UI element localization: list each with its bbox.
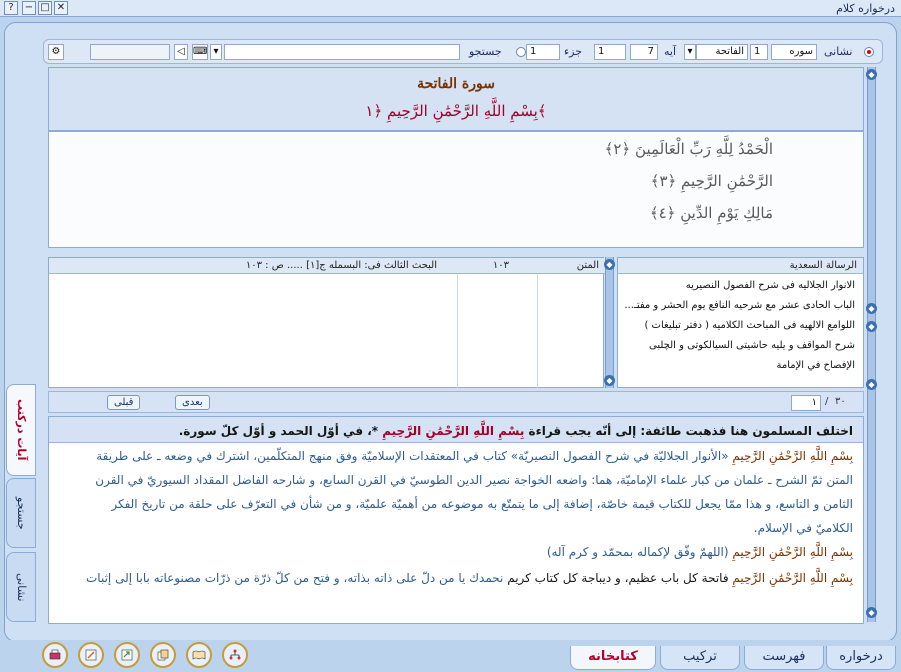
window-title: درخواره کلام	[836, 2, 895, 15]
book-text-panel	[48, 416, 864, 624]
sura-select[interactable]: الفاتحة	[696, 44, 748, 60]
col-page-header[interactable]: ١٠٣	[492, 260, 509, 271]
text-line-7: بِسْمِ اللَّهِ الرَّحْمَٰنِ الرَّحِيمِ فاتحة كل باب عظيم، و ديباجة كل كتاب كريم نحمدك يا من دلّ على ذاته بذاته، و فتح من كلّ ذرّة من ذرّات مصنوعاته بابا إلى إثبات	[86, 571, 853, 585]
right-splitter[interactable]	[867, 67, 876, 622]
results-table	[48, 257, 604, 388]
chevron-down-icon[interactable]: ▾	[210, 44, 222, 60]
tab-address[interactable]: نشانی	[6, 552, 36, 622]
text-line-1: اختلف المسلمون هنا فذهبت طائفة: إلى أنّه يجب قراءة بِسْمِ اللَّهِ الرَّحْمَٰنِ الرَّحِيمِ *، في أوّل الحمد و أوّل كلّ سورة.	[178, 424, 853, 438]
list-item[interactable]: شرح المواقف و یلیه حاشیتی السیالکوتی و الچلبی	[648, 340, 855, 351]
ayah-count-field: 7	[630, 44, 658, 60]
page-current-input[interactable]: ١	[791, 395, 821, 411]
tree-icon[interactable]	[222, 642, 248, 668]
verse-2[interactable]: الْحَمْدُ لِلَّهِ رَبِّ الْعَالَمِينَ ﴿٢﴾	[604, 140, 773, 158]
list-item[interactable]: الانوار الجلاليه فی شرح الفصول النصیریه	[685, 280, 855, 291]
search-options-field[interactable]	[90, 44, 170, 60]
play-back-icon[interactable]: ◁	[174, 44, 188, 60]
sura-label-field: سوره	[771, 44, 817, 60]
column-divider	[537, 274, 538, 388]
tab-index[interactable]: فهرست	[744, 646, 824, 670]
text-line-6: بِسْمِ اللَّهِ الرَّحْمَٰنِ الرَّحِيمِ (اللهمّ وفّق لإكماله بمحمّد و كرم آله)	[546, 545, 853, 559]
settings-icon[interactable]: ⚙	[48, 44, 64, 60]
basmala: بِسْمِ اللَّهِ الرَّحْمَٰنِ الرَّحِيمِ ﴿١﴾	[365, 102, 547, 120]
sura-number-input[interactable]: 1	[750, 44, 768, 60]
export-icon[interactable]	[114, 642, 140, 668]
list-item[interactable]: الباب الحادی عشر مع شرحیه النافع یوم الحشر و مفتـ...	[624, 300, 855, 311]
sources-header-label: الرسالة السعدية	[789, 260, 857, 271]
middle-splitter[interactable]	[605, 257, 614, 388]
title-bar	[0, 0, 901, 17]
splitter-handle-icon[interactable]: ◆	[866, 303, 877, 314]
prev-button[interactable]: قبلی	[107, 395, 140, 410]
col-title-header[interactable]: البحث الثالث فی: البسمله ج[١] ..... ص : ١٠٣	[245, 260, 437, 271]
tab-compose[interactable]: ترکیب	[660, 646, 740, 670]
address-label: نشانی	[824, 45, 853, 58]
tab-search[interactable]: جستجو	[6, 478, 36, 548]
text-line-2: بِسْمِ اللَّهِ الرَّحْمَٰنِ الرَّحِيمِ «الأنوار الجلاليّة في شرح الفصول النصيريّة» كتاب في المعتقدات الإسلاميّة وفق منهج المتكلّمين، اشترك في وضعه ـ على طريقة	[96, 449, 853, 463]
tab-darkhareh[interactable]: درخواره	[826, 646, 896, 670]
keyboard-icon[interactable]: ⌨	[192, 44, 208, 60]
column-divider	[457, 274, 458, 388]
juz-label: جزء	[564, 45, 583, 58]
copy-icon[interactable]	[150, 642, 176, 668]
minimize-icon[interactable]: −	[22, 1, 36, 15]
list-item[interactable]: الإفصاح في الإمامة	[776, 360, 855, 371]
navigation-toolbar	[43, 39, 883, 64]
quran-verses-panel	[48, 131, 864, 248]
chevron-down-icon[interactable]: ▾	[684, 44, 696, 60]
help-icon[interactable]: ?	[4, 1, 18, 15]
next-button[interactable]: بعدی	[175, 395, 210, 410]
address-radio[interactable]	[864, 47, 874, 57]
ayah-label: آیه	[664, 45, 677, 58]
page-total: ٣٠	[835, 396, 846, 407]
edit-icon[interactable]	[78, 642, 104, 668]
book-icon[interactable]	[186, 642, 212, 668]
splitter-handle-icon[interactable]: ◆	[866, 321, 877, 332]
text-line-4: الثامن و التاسع، و هذا ممّا يجعل للكتاب قيمة خاصّة، إضافة إلى ما يتمتّع به موضوعه من أهميّة علميّة، و من شأن في التعرّف على حلقة من تاريخ الفكر	[111, 497, 853, 511]
ayah-input[interactable]: 1	[594, 44, 626, 60]
maximize-icon[interactable]: □	[38, 1, 52, 15]
print-icon[interactable]	[42, 642, 68, 668]
text-line-5: الكلاميّ في الإسلام.	[753, 521, 853, 535]
sources-header	[618, 258, 863, 274]
splitter-handle-icon[interactable]: ◆	[866, 69, 877, 80]
close-icon[interactable]: ✕	[54, 1, 68, 15]
sura-title: سورة الفاتحة	[417, 76, 495, 92]
results-header	[49, 258, 605, 274]
search-radio[interactable]	[516, 47, 526, 57]
text-line-3: المتن ثمّ الشرح ـ علمان من كبار علماء الإماميّة، هما: واضعه الخواجة نصير الدين الطوسيّ في القرن السابع، و شارحه الفاضل المقداد السيوريّ في القرن	[95, 473, 853, 487]
sources-list	[617, 257, 864, 388]
list-item[interactable]: اللوامع الالهیه فی المباحث الکلامیه ( دفتر تبلیغات )	[644, 320, 855, 331]
col-text-header[interactable]: المتن	[576, 260, 599, 271]
page-separator: /	[825, 396, 829, 407]
verse-3[interactable]: الرَّحْمَٰنِ الرَّحِيمِ ﴿٣﴾	[650, 172, 773, 190]
juz-input[interactable]: 1	[526, 44, 560, 60]
text-navigation-bar	[48, 391, 864, 413]
splitter-handle-icon[interactable]: ◆	[866, 379, 877, 390]
splitter-handle-icon[interactable]: ◆	[866, 607, 877, 618]
tab-verses-in-books[interactable]: آیات درکتب	[6, 384, 36, 476]
splitter-handle-icon[interactable]: ◆	[604, 375, 615, 386]
splitter-handle-icon[interactable]: ◆	[604, 259, 615, 270]
sura-header	[48, 67, 864, 131]
verse-4[interactable]: مَالِكِ يَوْمِ الدِّينِ ﴿٤﴾	[649, 204, 773, 222]
tab-library[interactable]: کتابخانه	[570, 646, 656, 670]
search-input[interactable]	[224, 44, 460, 60]
search-label: جستجو	[469, 45, 502, 58]
